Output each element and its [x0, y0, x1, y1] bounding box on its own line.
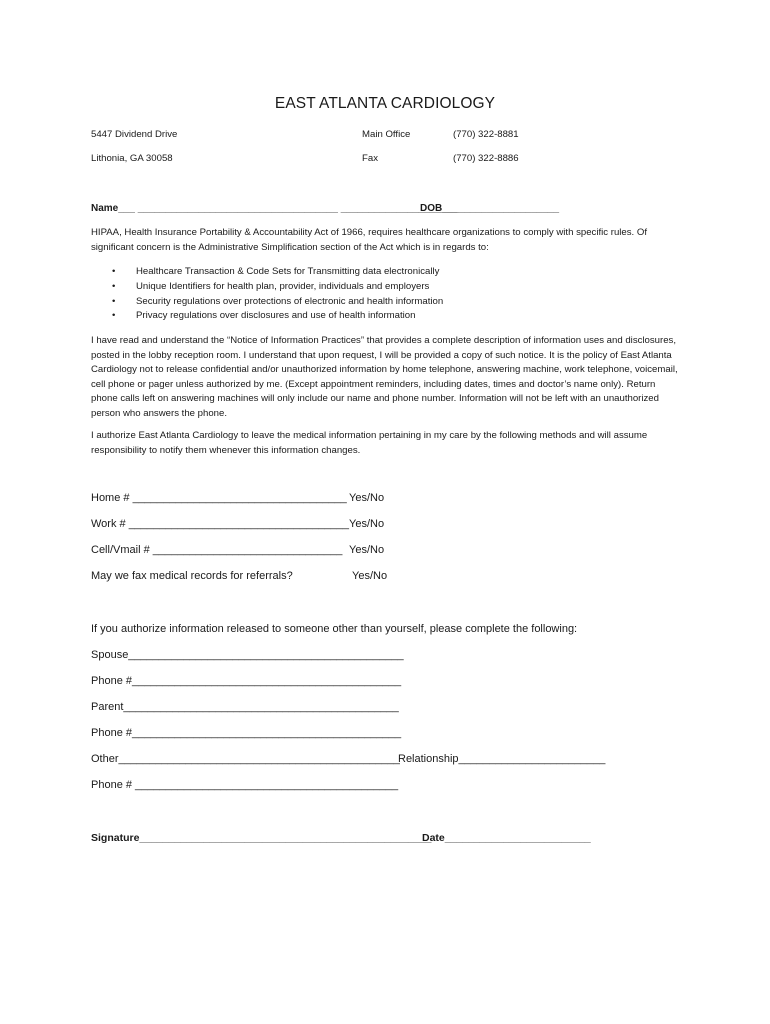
other-field[interactable]: Other______________________________________________ — [91, 753, 400, 765]
parent-field[interactable]: Parent_____________________________________________ — [91, 701, 399, 713]
signature-field[interactable]: Signature__________________________________________________ — [91, 832, 432, 844]
main-office-label: Main Office — [362, 129, 411, 140]
list-item: • Security regulations over protections of electronic and health information — [112, 295, 443, 310]
work-yes-no[interactable]: Yes/No — [349, 518, 385, 530]
hipaa-bullet-list — [112, 265, 443, 324]
authorize-paragraph: I authorize East Atlanta Cardiology to leave the medical information pertaining in my care by the following methods and will assume responsibility to notify them whenever this information changes. — [91, 430, 648, 456]
home-phone-field[interactable]: Home # ___________________________________ — [91, 492, 347, 504]
cell-yes-no[interactable]: Yes/No — [349, 544, 385, 556]
fax-records-yes-no[interactable]: Yes/No — [352, 570, 388, 582]
list-item: • Privacy regulations over disclosures and use of health information — [112, 309, 443, 324]
patient-name-field[interactable]: Name___ ____________________________________ _____________________ — [91, 203, 458, 214]
parent-phone-field[interactable]: Phone #____________________________________________ — [91, 727, 402, 739]
notice-paragraph: I have read and understand the “Notice of Information Practices” that provides a complete description of information uses and disclosures, posted in the lobby reception room. I understand that upon request, I will be provided a copy of such notice. It is the policy of East Atlanta Cardiology not to release confidential and/or unauthorized information by home telephone, answering machine, work telephone, voicemail, cell phone or pager unless authorized by me. (Except appointment reminders, including dates, times and doctor’s name only). Return phone calls left on answering machines will only include our name and phone number. Information will not be left with an unauthorized person who answers the phone. — [91, 335, 678, 419]
list-item: • Unique Identifiers for health plan, provider, individuals and employers — [112, 280, 443, 295]
fax-label: Fax — [362, 153, 378, 164]
address-line1: 5447 Dividend Drive — [91, 129, 178, 140]
list-item: • Healthcare Transaction & Code Sets for Transmitting data electronically — [112, 265, 443, 280]
main-office-phone: (770) 322-8881 — [453, 129, 519, 140]
hipaa-intro: HIPAA, Health Insurance Portability & Accountability Act of 1966, requires healthcare organizations to comply with specific rules. Of significant concern is the Administrative Simplification section of the Act which is in regards to: — [91, 227, 648, 253]
fax-records-question: May we fax medical records for referrals? — [91, 570, 293, 582]
address-line2: Lithonia, GA 30058 — [91, 153, 173, 164]
spouse-phone-field[interactable]: Phone #____________________________________________ — [91, 675, 402, 687]
relationship-field[interactable]: Relationship________________________ — [398, 753, 606, 765]
cell-vmail-field[interactable]: Cell/Vmail # _______________________________ — [91, 544, 343, 556]
work-phone-field[interactable]: Work # ____________________________________ — [91, 518, 349, 530]
home-yes-no[interactable]: Yes/No — [349, 492, 385, 504]
signature-date-field[interactable]: Date_________________________ — [422, 832, 591, 844]
others-intro: If you authorize information released to someone other than yourself, please complete the following: — [91, 623, 578, 635]
spouse-field[interactable]: Spouse_____________________________________________ — [91, 649, 404, 661]
clinic-title: EAST ATLANTA CARDIOLOGY — [274, 95, 496, 112]
other-phone-field[interactable]: Phone # ___________________________________________ — [91, 779, 399, 791]
dob-field[interactable]: DOB_____________________ — [420, 203, 560, 214]
fax-phone: (770) 322-8886 — [453, 153, 519, 164]
